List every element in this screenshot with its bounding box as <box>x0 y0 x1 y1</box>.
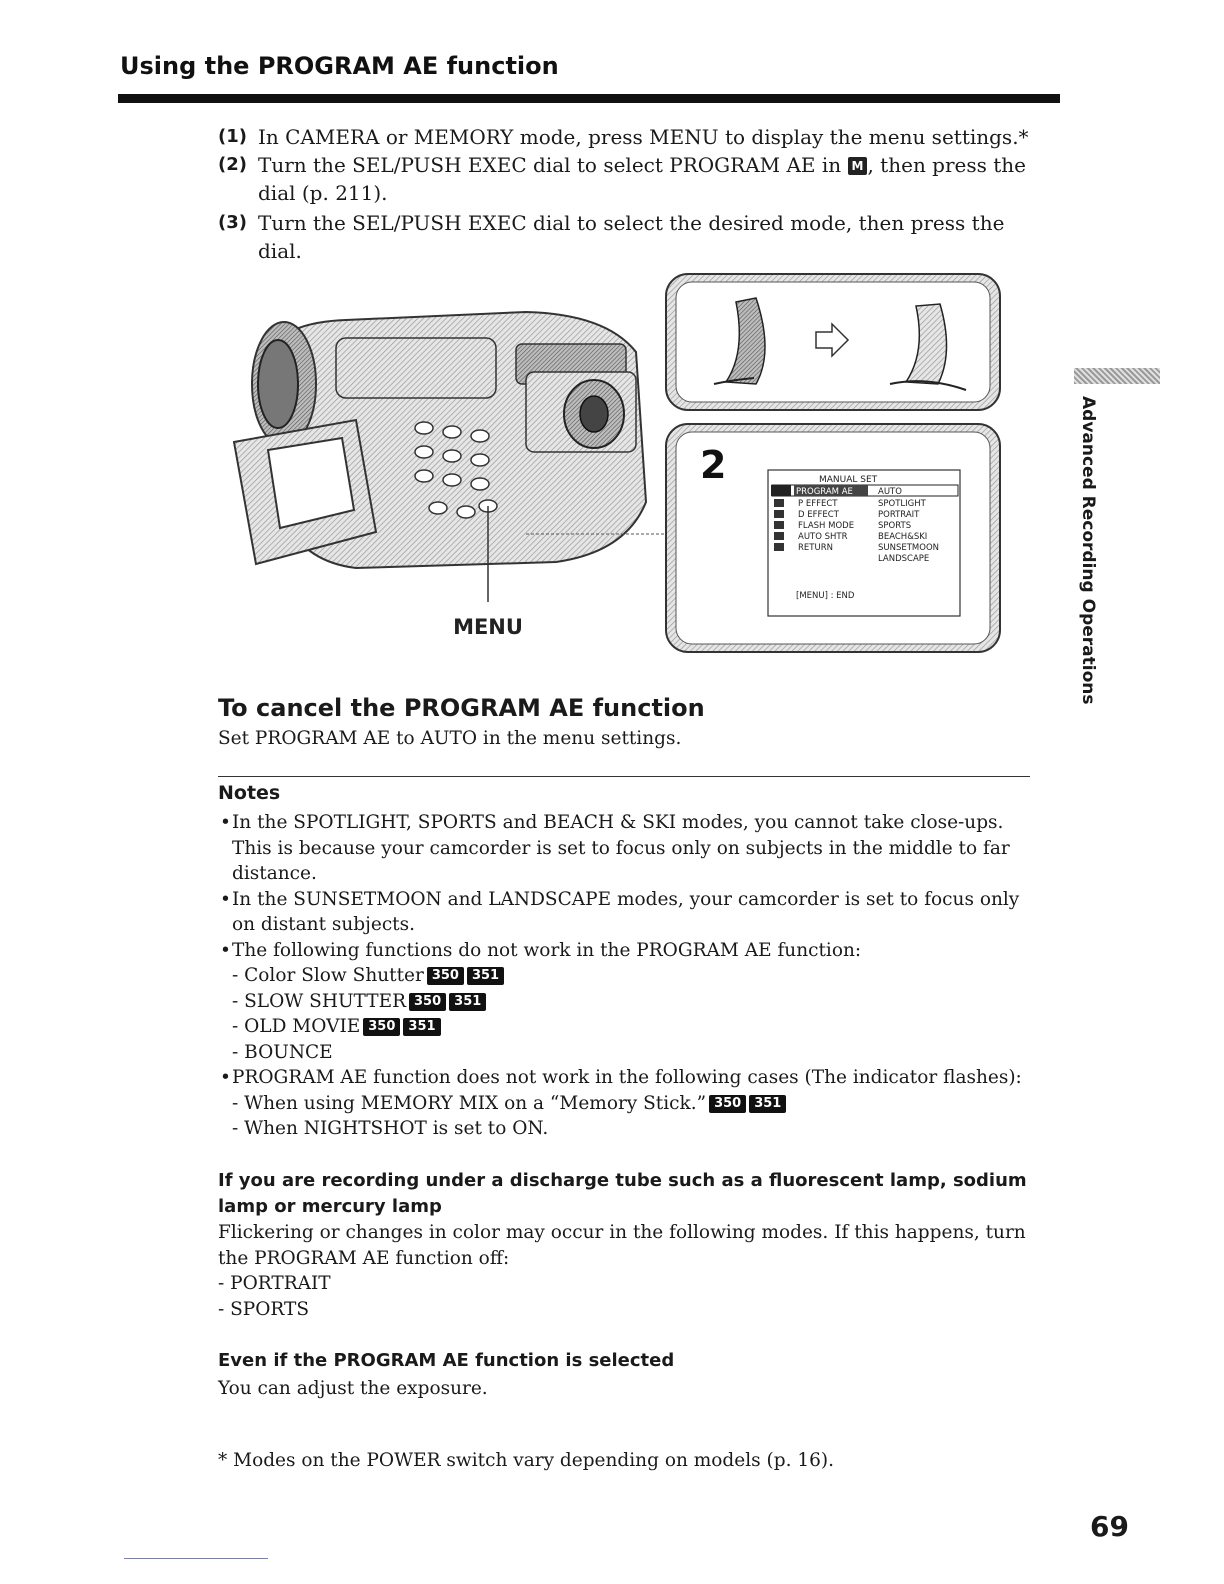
step-1 <box>218 123 1048 151</box>
menu-left-item: D EFFECT <box>798 510 839 520</box>
note-line: In the SPOTLIGHT, SPORTS and BEACH & SKI modes, you cannot take close-ups. <box>232 812 1004 833</box>
cancel-text: Set PROGRAM AE to AUTO in the menu settings. <box>218 728 682 749</box>
step-3 <box>218 209 1048 265</box>
menu-left-item: P EFFECT <box>798 499 838 509</box>
cancel-heading: To cancel the PROGRAM AE function <box>218 694 705 722</box>
note-subitem: - BOUNCE <box>232 1041 333 1063</box>
step-2-text-b: , then press the dial (p. 211). <box>258 153 1027 205</box>
camcorder-illustration <box>226 272 1016 662</box>
step-2-number: (2) <box>218 154 247 175</box>
note-subitem: - When using MEMORY MIX on a “Memory Stick.” 350 351 <box>232 1091 1052 1117</box>
menu-right-item: PORTRAIT <box>878 510 920 520</box>
side-tab-bar <box>1074 368 1160 384</box>
menu-left-item: RETURN <box>798 543 833 553</box>
bottom-rule <box>124 1558 268 1559</box>
header-rule <box>118 94 1060 103</box>
note-item: • The following functions do not work in the PROGRAM AE function: - Color Slow Shutter 350 351 - SLOW SHUTTER 350 351 - OLD MOVIE 350 351 - BOUNCE <box>232 938 1052 1066</box>
note-line: In the SUNSETMOON and LANDSCAPE modes, your camcorder is set to focus only <box>232 888 1020 910</box>
note-subitem: - OLD MOVIE 350 351 <box>232 1014 1052 1040</box>
footnote: * Modes on the POWER switch vary depending on models (p. 16). <box>218 1450 834 1471</box>
fluorescent-heading: If you are recording under a discharge tube such as a fluorescent lamp, sodium lamp or mercury lamp <box>218 1170 1027 1217</box>
note-item: • In the SUNSETMOON and LANDSCAPE modes, your camcorder is set to focus only on distant subjects. <box>232 887 1052 938</box>
menu-right-item: SUNSETMOON <box>878 543 940 553</box>
note-subitem: - Color Slow Shutter 350 351 <box>232 963 1052 989</box>
step-1-number: (1) <box>218 126 247 147</box>
menu-screen-footer: [MENU] : END <box>796 591 855 601</box>
menu-right-item: SPOTLIGHT <box>878 499 926 509</box>
note-line: The following functions do not work in the PROGRAM AE function: <box>232 939 862 961</box>
fluorescent-item: - SPORTS <box>218 1298 310 1320</box>
menu-right-item: LANDSCAPE <box>878 554 930 564</box>
notes-list <box>220 810 1052 1142</box>
note-item: • In the SPOTLIGHT, SPORTS and BEACH & SKI modes, you cannot take close-ups. This is because your camcorder is set to focus only on subjects in the middle to far distance. <box>232 810 1052 887</box>
menu-screen-title: MANUAL SET <box>819 475 878 485</box>
note-line: This is because your camcorder is set to focus only on subjects in the middle to far <box>232 837 1010 859</box>
fluorescent-text: Flickering or changes in color may occur in the following modes. If this happens, turn the PROGRAM AE function off: - PORTRAIT - SPORTS <box>218 1220 1048 1322</box>
fluorescent-item: - PORTRAIT <box>218 1273 331 1294</box>
note-line: PROGRAM AE function does not work in the following cases (The indicator flashes): <box>232 1067 1022 1088</box>
menu-button-label: MENU <box>453 615 523 639</box>
model-351-badge: 351 <box>449 993 486 1011</box>
camcorder-icon <box>234 312 666 602</box>
note-line: on distant subjects. <box>232 914 415 935</box>
side-tab <box>1066 396 1106 705</box>
step-2 <box>218 151 1048 207</box>
notes-divider <box>218 776 1030 777</box>
notes-heading: Notes <box>218 782 281 804</box>
model-350-badge: 350 <box>409 993 446 1011</box>
model-350-badge: 350 <box>709 1095 746 1113</box>
step-3-text: Turn the SEL/PUSH EXEC dial to select the desired mode, then press the dial. <box>258 211 1005 263</box>
menu-category-icons <box>774 499 784 551</box>
page-title: Using the PROGRAM AE function <box>120 52 559 80</box>
step-1-text: In CAMERA or MEMORY mode, press MENU to display the menu settings.* <box>258 125 1029 149</box>
menu-right-item: SPORTS <box>878 521 912 531</box>
even-if-text: You can adjust the exposure. <box>218 1378 488 1399</box>
menu-left-item: FLASH MODE <box>798 521 855 531</box>
model-351-badge: 351 <box>467 967 504 985</box>
menu-left-item: PROGRAM AE <box>796 487 853 497</box>
model-351-badge: 351 <box>403 1018 440 1036</box>
side-tab-label: Advanced Recording Operations <box>1078 396 1098 705</box>
note-line: distance. <box>232 863 317 884</box>
step-2-text-a: Turn the SEL/PUSH EXEC dial to select PROGRAM AE in <box>258 153 842 177</box>
menu-screen-callout <box>666 424 1000 652</box>
model-350-badge: 350 <box>363 1018 400 1036</box>
step-3-number: (3) <box>218 212 247 233</box>
dial-callout <box>666 274 1000 410</box>
menu-left-item: AUTO SHTR <box>798 532 848 542</box>
manual-set-menu-icon: M <box>848 157 868 175</box>
step-number-2: 2 <box>700 443 727 487</box>
step-2-text <box>218 151 1048 207</box>
menu-right-item: AUTO <box>878 487 902 497</box>
menu-right-item: BEACH&SKI <box>878 532 928 542</box>
even-if-heading: Even if the PROGRAM AE function is selected <box>218 1350 675 1371</box>
note-item: • PROGRAM AE function does not work in the following cases (The indicator flashes): - When using MEMORY MIX on a “Memory Stick.” 350 351 - When NIGHTSHOT is set to ON. <box>232 1065 1052 1142</box>
model-351-badge: 351 <box>749 1095 786 1113</box>
note-subitem: - SLOW SHUTTER 350 351 <box>232 989 1052 1015</box>
model-350-badge: 350 <box>427 967 464 985</box>
page-number: 69 <box>1090 1510 1129 1543</box>
note-subitem: - When NIGHTSHOT is set to ON. <box>232 1118 549 1139</box>
